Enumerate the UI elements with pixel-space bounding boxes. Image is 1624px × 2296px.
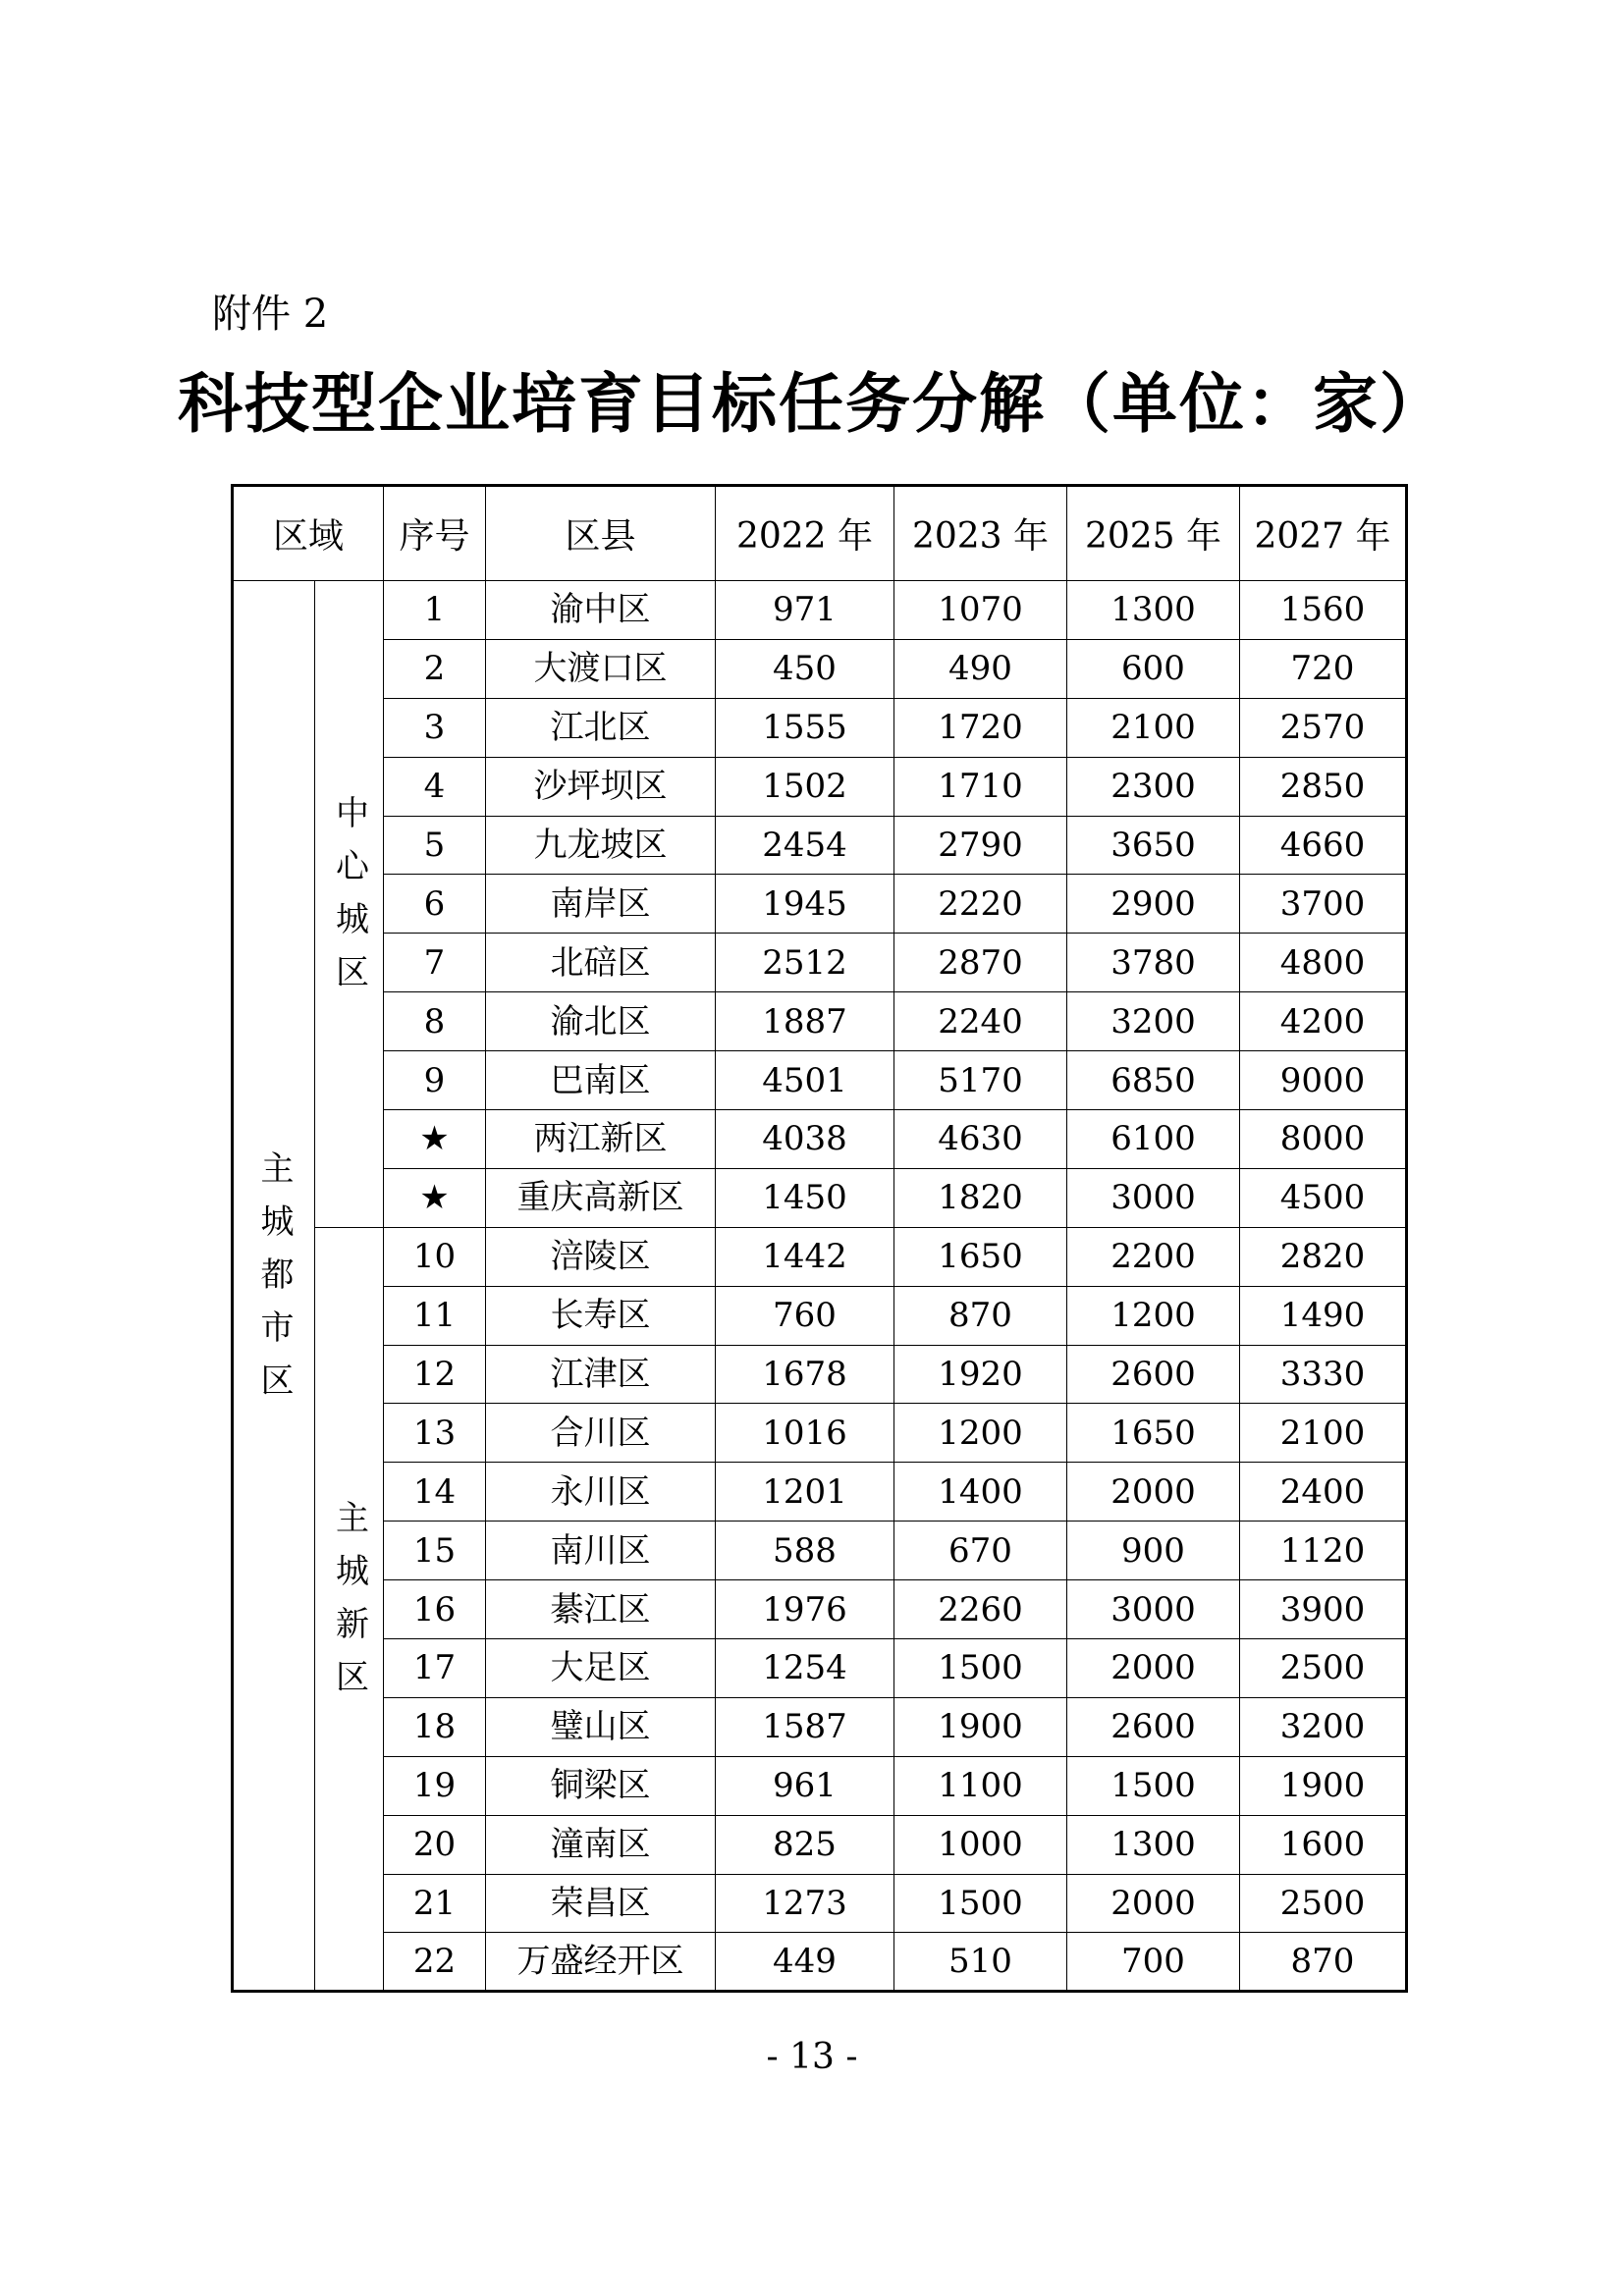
- row-value-2023: 1820: [894, 1168, 1067, 1227]
- table-row: [233, 992, 1407, 1051]
- row-index: 4: [384, 757, 486, 816]
- row-index: ★: [384, 1168, 486, 1227]
- row-district: 南川区: [486, 1522, 716, 1580]
- row-value-2023: 1500: [894, 1639, 1067, 1698]
- row-district: 南岸区: [486, 875, 716, 934]
- header-2022: 2022 年: [716, 486, 894, 581]
- row-value-2027: 9000: [1240, 1051, 1407, 1110]
- row-index: 12: [384, 1345, 486, 1404]
- row-value-2023: 2260: [894, 1580, 1067, 1639]
- row-value-2025: 3650: [1067, 816, 1240, 875]
- row-index: 3: [384, 698, 486, 757]
- header-2025: 2025 年: [1067, 486, 1240, 581]
- page-title: 科技型企业培育目标任务分解（单位：家）: [178, 365, 1446, 442]
- page-number: - 13 -: [766, 2037, 858, 2077]
- row-value-2022: 4501: [716, 1051, 894, 1110]
- row-district: 沙坪坝区: [486, 757, 716, 816]
- row-index: 16: [384, 1580, 486, 1639]
- row-value-2023: 1650: [894, 1227, 1067, 1286]
- table-row: [233, 934, 1407, 992]
- row-district: 涪陵区: [486, 1227, 716, 1286]
- table-row: [233, 875, 1407, 934]
- row-district: 江北区: [486, 698, 716, 757]
- row-value-2025: 1300: [1067, 581, 1240, 640]
- row-district: 荣昌区: [486, 1874, 716, 1933]
- row-value-2027: 2100: [1240, 1404, 1407, 1463]
- row-value-2027: 2820: [1240, 1227, 1407, 1286]
- table-row: [233, 581, 1407, 640]
- row-value-2025: 2600: [1067, 1697, 1240, 1756]
- row-district: 两江新区: [486, 1110, 716, 1169]
- row-value-2027: 720: [1240, 639, 1407, 698]
- row-index: 2: [384, 639, 486, 698]
- row-value-2023: 1900: [894, 1697, 1067, 1756]
- row-value-2025: 2900: [1067, 875, 1240, 934]
- row-value-2022: 760: [716, 1286, 894, 1345]
- row-district: 铜梁区: [486, 1756, 716, 1815]
- row-value-2022: 1201: [716, 1463, 894, 1522]
- row-value-2022: 1016: [716, 1404, 894, 1463]
- header-index: 序号: [384, 486, 486, 581]
- row-index: 22: [384, 1933, 486, 1992]
- row-value-2023: 2870: [894, 934, 1067, 992]
- row-value-2027: 1120: [1240, 1522, 1407, 1580]
- header-district: 区县: [486, 486, 716, 581]
- row-value-2025: 900: [1067, 1522, 1240, 1580]
- row-value-2023: 510: [894, 1933, 1067, 1992]
- row-value-2027: 3900: [1240, 1580, 1407, 1639]
- row-value-2022: 961: [716, 1756, 894, 1815]
- group-new-city: [315, 1227, 384, 1992]
- table-row: [233, 698, 1407, 757]
- row-index: 20: [384, 1815, 486, 1874]
- group-main-city-label: 主城都市区: [254, 1149, 294, 1415]
- table-header-row: [233, 486, 1407, 581]
- row-index: 10: [384, 1227, 486, 1286]
- row-value-2027: 1900: [1240, 1756, 1407, 1815]
- row-value-2027: 1560: [1240, 581, 1407, 640]
- row-value-2022: 1450: [716, 1168, 894, 1227]
- row-value-2023: 1720: [894, 698, 1067, 757]
- table-row: [233, 1463, 1407, 1522]
- row-district: 渝北区: [486, 992, 716, 1051]
- row-value-2027: 4800: [1240, 934, 1407, 992]
- row-value-2022: 450: [716, 639, 894, 698]
- table-row: [233, 1756, 1407, 1815]
- row-value-2025: 2000: [1067, 1639, 1240, 1698]
- row-index: 14: [384, 1463, 486, 1522]
- row-value-2023: 1500: [894, 1874, 1067, 1933]
- table-row: [233, 1815, 1407, 1874]
- table-row: [233, 1639, 1407, 1698]
- table-row: [233, 816, 1407, 875]
- row-value-2023: 1000: [894, 1815, 1067, 1874]
- row-value-2025: 1500: [1067, 1756, 1240, 1815]
- row-value-2027: 3330: [1240, 1345, 1407, 1404]
- table-row: [233, 1110, 1407, 1169]
- row-index: 15: [384, 1522, 486, 1580]
- row-value-2025: 2000: [1067, 1463, 1240, 1522]
- row-value-2022: 971: [716, 581, 894, 640]
- row-value-2027: 8000: [1240, 1110, 1407, 1169]
- row-district: 合川区: [486, 1404, 716, 1463]
- row-value-2023: 1710: [894, 757, 1067, 816]
- row-district: 璧山区: [486, 1697, 716, 1756]
- row-value-2025: 6850: [1067, 1051, 1240, 1110]
- row-value-2022: 1555: [716, 698, 894, 757]
- row-value-2022: 4038: [716, 1110, 894, 1169]
- row-value-2027: 4660: [1240, 816, 1407, 875]
- table-row: [233, 1227, 1407, 1286]
- header-region: 区域: [233, 486, 384, 581]
- row-value-2023: 5170: [894, 1051, 1067, 1110]
- row-value-2023: 2790: [894, 816, 1067, 875]
- row-value-2023: 490: [894, 639, 1067, 698]
- table-row: [233, 1697, 1407, 1756]
- row-index: 18: [384, 1697, 486, 1756]
- row-district: 江津区: [486, 1345, 716, 1404]
- row-value-2025: 2600: [1067, 1345, 1240, 1404]
- row-index: 19: [384, 1756, 486, 1815]
- row-value-2025: 3000: [1067, 1580, 1240, 1639]
- row-value-2022: 1502: [716, 757, 894, 816]
- row-index: 9: [384, 1051, 486, 1110]
- row-value-2025: 2200: [1067, 1227, 1240, 1286]
- table-row: [233, 1580, 1407, 1639]
- row-value-2025: 1650: [1067, 1404, 1240, 1463]
- table-row: [233, 1286, 1407, 1345]
- row-district: 北碚区: [486, 934, 716, 992]
- group-main-city: [233, 581, 315, 1992]
- row-index: 1: [384, 581, 486, 640]
- row-index: 17: [384, 1639, 486, 1698]
- row-value-2023: 870: [894, 1286, 1067, 1345]
- row-value-2022: 825: [716, 1815, 894, 1874]
- row-value-2023: 1070: [894, 581, 1067, 640]
- table-row: [233, 1874, 1407, 1933]
- row-value-2022: 1678: [716, 1345, 894, 1404]
- row-value-2022: 1945: [716, 875, 894, 934]
- row-value-2027: 4500: [1240, 1168, 1407, 1227]
- row-index: ★: [384, 1110, 486, 1169]
- row-district: 万盛经开区: [486, 1933, 716, 1992]
- table-row: [233, 757, 1407, 816]
- row-value-2027: 1600: [1240, 1815, 1407, 1874]
- table-body: [233, 581, 1407, 1992]
- row-value-2022: 2454: [716, 816, 894, 875]
- row-index: 8: [384, 992, 486, 1051]
- row-index: 11: [384, 1286, 486, 1345]
- row-value-2022: 1273: [716, 1874, 894, 1933]
- row-district: 大渡口区: [486, 639, 716, 698]
- row-value-2025: 3200: [1067, 992, 1240, 1051]
- row-value-2027: 2400: [1240, 1463, 1407, 1522]
- target-table: [231, 484, 1408, 1993]
- row-value-2025: 3780: [1067, 934, 1240, 992]
- row-value-2027: 2500: [1240, 1874, 1407, 1933]
- table-row: [233, 639, 1407, 698]
- row-value-2025: 3000: [1067, 1168, 1240, 1227]
- table-row: [233, 1404, 1407, 1463]
- row-value-2025: 6100: [1067, 1110, 1240, 1169]
- group-center-city: [315, 581, 384, 1228]
- row-index: 13: [384, 1404, 486, 1463]
- row-value-2027: 3700: [1240, 875, 1407, 934]
- table-row: [233, 1933, 1407, 1992]
- row-value-2025: 2300: [1067, 757, 1240, 816]
- row-district: 潼南区: [486, 1815, 716, 1874]
- row-value-2022: 1976: [716, 1580, 894, 1639]
- row-value-2022: 1254: [716, 1639, 894, 1698]
- row-value-2022: 1587: [716, 1697, 894, 1756]
- row-value-2023: 1920: [894, 1345, 1067, 1404]
- group-center-city-label: 中心城区: [329, 794, 369, 1007]
- row-value-2023: 2220: [894, 875, 1067, 934]
- row-value-2023: 670: [894, 1522, 1067, 1580]
- row-value-2025: 2000: [1067, 1874, 1240, 1933]
- header-2027: 2027 年: [1240, 486, 1407, 581]
- row-district: 九龙坡区: [486, 816, 716, 875]
- row-district: 长寿区: [486, 1286, 716, 1345]
- row-district: 大足区: [486, 1639, 716, 1698]
- row-index: 21: [384, 1874, 486, 1933]
- row-value-2027: 4200: [1240, 992, 1407, 1051]
- row-value-2027: 2570: [1240, 698, 1407, 757]
- group-new-city-label: 主城新区: [329, 1500, 369, 1713]
- row-district: 巴南区: [486, 1051, 716, 1110]
- row-index: 5: [384, 816, 486, 875]
- table-row: [233, 1168, 1407, 1227]
- row-value-2023: 1200: [894, 1404, 1067, 1463]
- row-value-2027: 1490: [1240, 1286, 1407, 1345]
- row-value-2027: 2850: [1240, 757, 1407, 816]
- attachment-label: 附件 2: [212, 292, 329, 337]
- row-value-2027: 3200: [1240, 1697, 1407, 1756]
- row-value-2027: 2500: [1240, 1639, 1407, 1698]
- row-value-2025: 2100: [1067, 698, 1240, 757]
- row-value-2022: 1887: [716, 992, 894, 1051]
- row-value-2025: 700: [1067, 1933, 1240, 1992]
- row-value-2025: 1300: [1067, 1815, 1240, 1874]
- table-row: [233, 1522, 1407, 1580]
- row-value-2023: 1400: [894, 1463, 1067, 1522]
- row-district: 重庆高新区: [486, 1168, 716, 1227]
- row-value-2022: 1442: [716, 1227, 894, 1286]
- row-value-2023: 1100: [894, 1756, 1067, 1815]
- row-value-2023: 2240: [894, 992, 1067, 1051]
- row-index: 7: [384, 934, 486, 992]
- row-value-2027: 870: [1240, 1933, 1407, 1992]
- row-index: 6: [384, 875, 486, 934]
- row-district: 渝中区: [486, 581, 716, 640]
- header-2023: 2023 年: [894, 486, 1067, 581]
- row-value-2022: 2512: [716, 934, 894, 992]
- row-district: 永川区: [486, 1463, 716, 1522]
- row-value-2022: 449: [716, 1933, 894, 1992]
- row-value-2025: 600: [1067, 639, 1240, 698]
- row-value-2022: 588: [716, 1522, 894, 1580]
- row-value-2025: 1200: [1067, 1286, 1240, 1345]
- table-row: [233, 1051, 1407, 1110]
- table-row: [233, 1345, 1407, 1404]
- row-value-2023: 4630: [894, 1110, 1067, 1169]
- row-district: 綦江区: [486, 1580, 716, 1639]
